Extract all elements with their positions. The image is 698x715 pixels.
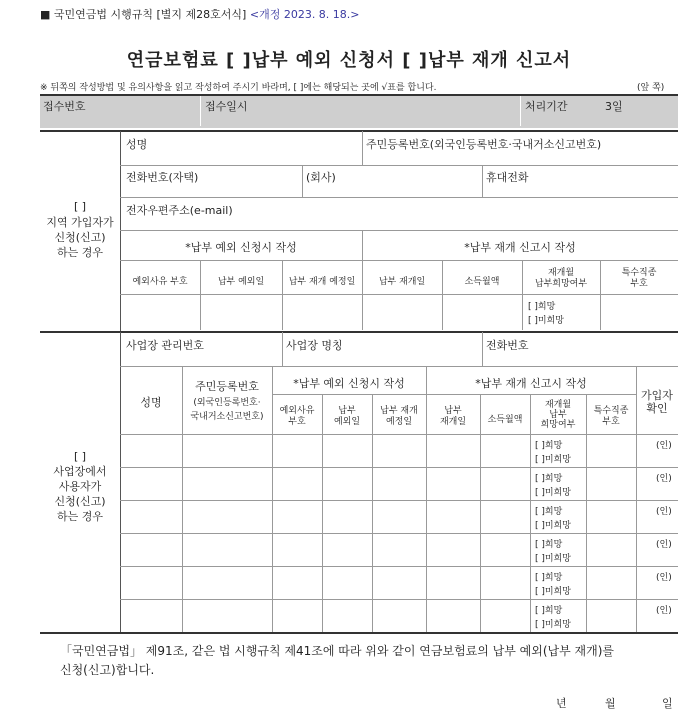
workplace-not-want-checkbox[interactable]: [ ]미희망 [535,488,571,498]
date-month-label: 월 [605,697,616,710]
workplace-phone-label: 전화번호 [486,339,529,352]
regional-exception-header: *납부 예외 신청시 작성 [185,241,297,254]
regional-checkbox[interactable]: [ ] [73,200,87,213]
workplace-want-checkbox[interactable]: [ ]희망 [535,474,563,484]
workplace-want-checkbox[interactable]: [ ]희망 [535,507,563,517]
receipt-row [40,94,678,128]
workplace-not-want-checkbox[interactable]: [ ]미희망 [535,455,571,465]
workplace-want-checkbox[interactable]: [ ]희망 [535,441,563,451]
statement-line-1: 「국민연금법」 제91조, 같은 법 시행규칙 제41조에 따라 위와 같이 연금보험료의 납부 예외(납부 재개)를 [60,644,614,658]
regional-phone-home-label: 전화번호(자택) [126,171,199,184]
regional-not-want-checkbox[interactable]: [ ]미희망 [528,316,564,326]
receipt-date-label: 접수일시 [205,100,248,113]
regional-mobile-label: 휴대전화 [486,171,529,184]
workplace-col-rrn-sub: (외국인등록번호· 국내거소신고번호) [190,398,264,422]
regional-name-label: 성명 [126,138,148,151]
workplace-want-checkbox[interactable]: [ ]희망 [535,573,563,583]
processing-period-value: 3일 [605,100,623,113]
workplace-col-income: 소득월액 [487,415,523,425]
regional-col-reason: 예외사유 부호 [132,277,188,287]
regional-resume-header: *납부 재개 신고시 작성 [464,241,576,254]
processing-period-label: 처리기간 [525,100,568,113]
workplace-col-exception-date: 납부 예외일 [333,406,361,427]
workplace-col-confirm: 가입자 확인 [641,389,673,415]
workplace-resume-header: *납부 재개 신고시 작성 [475,377,587,390]
workplace-seal-mark: (인) [656,540,672,550]
workplace-not-want-checkbox[interactable]: [ ]미희망 [535,554,571,564]
regional-col-exception-date: 납부 예외일 [217,277,265,287]
workplace-seal-mark: (인) [656,474,672,484]
regional-phone-office-label: (회사) [306,171,336,184]
regional-section-label: 지역 가입자가 신청(신고) 하는 경우 [46,216,114,259]
workplace-seal-mark: (인) [656,573,672,583]
workplace-col-desire: 재개월 납부 희망여부 [540,400,576,430]
regional-col-desire: 재개월 납부희망여부 [534,268,588,289]
instruction-note: ※ 뒤쪽의 작성방법 및 유의사항을 읽고 작성하여 주시기 바라며, [ ]에는 해당되는 곳에 √표를 합니다. [40,83,437,93]
regional-email-label: 전자우편주소(e-mail) [126,204,233,217]
workplace-col-planned-resume: 납부 재개 예정일 [380,406,418,427]
regional-col-special: 특수직종 부호 [621,268,657,289]
workplace-checkbox[interactable]: [ ] [73,450,87,463]
workplace-col-resume-date: 납부 재개일 [439,406,467,427]
workplace-name-label: 사업장 명칭 [286,339,343,352]
workplace-not-want-checkbox[interactable]: [ ]미희망 [535,521,571,531]
regional-col-planned-resume: 납부 재개 예정일 [288,277,356,287]
workplace-exception-header: *납부 예외 신청시 작성 [293,377,405,390]
date-year-label: 년 [556,697,567,710]
workplace-col-name: 성명 [140,396,162,409]
workplace-col-special: 특수직종 부호 [593,406,629,427]
statement-line-2: 신청(신고)합니다. [60,663,155,677]
workplace-not-want-checkbox[interactable]: [ ]미희망 [535,587,571,597]
page-side: (앞 쪽) [637,83,665,93]
workplace-mgmt-no-label: 사업장 관리번호 [126,339,204,352]
form-title: 연금보험료 [ ]납부 예외 신청서 [ ]납부 재개 신고서 [126,50,572,71]
workplace-want-checkbox[interactable]: [ ]희망 [535,540,563,550]
workplace-seal-mark: (인) [656,507,672,517]
workplace-not-want-checkbox[interactable]: [ ]미희망 [535,620,571,630]
workplace-seal-mark: (인) [656,441,672,451]
workplace-seal-mark: (인) [656,606,672,616]
workplace-col-rrn: 주민등록번호 [195,380,259,393]
workplace-want-checkbox[interactable]: [ ]희망 [535,606,563,616]
revision-note: <개정 2023. 8. 18.> [249,8,360,21]
regional-want-checkbox[interactable]: [ ]희망 [528,302,556,312]
regional-col-income: 소득월액 [464,277,500,287]
date-day-label: 일 [662,697,673,710]
regional-rrn-label: 주민등록번호(외국인등록번호·국내거소신고번호) [366,138,602,151]
receipt-number-label: 접수번호 [43,100,86,113]
law-reference: ■ 국민연금법 시행규칙 [별지 제28호서식] <개정 2023. 8. 18.> [40,8,360,21]
workplace-col-reason: 예외사유 부호 [279,406,315,427]
workplace-section-label: 사업장에서 사용자가 신청(신고) 하는 경우 [53,465,107,523]
regional-col-resume-month: 납부 재개일 [378,277,426,287]
